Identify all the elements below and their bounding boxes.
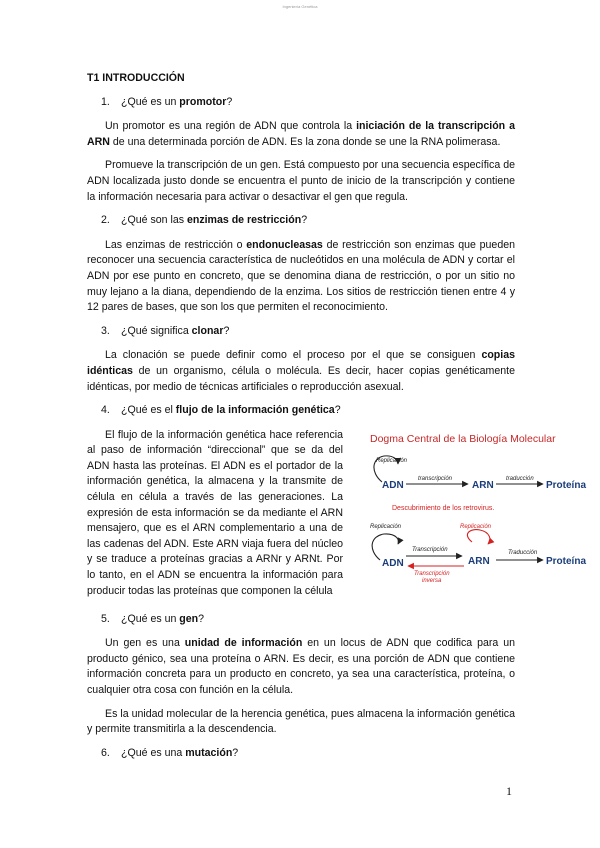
answer-5-paragraph-1	[87, 636, 515, 698]
label-transcripcion-inversa-1: Transcripción	[414, 570, 450, 577]
text-run: de restricción son enzimas que pueden reconocer una secuencia característica de nucleótidos en una molécula de ADN y cortar el ADN por ese punto en concreto, que se denomina diana de restricción, o por un sitio no muy lejano a la diana, dependiendo de la enzima. Los sitios de restricción tienen entre 4 y 12 pares de bases, que son los que permiten el reconocimiento.	[87, 238, 515, 314]
label-adn-top: ADN	[382, 479, 404, 491]
document-title: T1 INTRODUCCIÓN	[87, 72, 185, 84]
question-number: 6.	[101, 746, 110, 759]
question-2	[87, 213, 515, 229]
question-number: 1.	[101, 95, 110, 108]
question-number: 4.	[101, 404, 110, 417]
question-text: ¿Qué es el	[121, 404, 176, 417]
question-3	[87, 324, 515, 340]
question-text: ¿Qué significa	[121, 324, 192, 337]
label-arn-bottom: ARN	[468, 555, 490, 567]
answer-1-paragraph-1	[87, 119, 515, 150]
text-run: de un organismo, célula o molécula. Es decir, hacer copias genéticamente idénticas, por medio de técnicas artificiales o reproducción asexual.	[87, 364, 515, 393]
label-transcripcion-top: transcripción	[418, 475, 453, 482]
question-text: ¿Qué son las	[121, 214, 187, 227]
central-dogma-diagram	[368, 430, 593, 600]
question-keyword: promotor	[179, 95, 227, 108]
bold-run: copias idénticas	[87, 349, 515, 377]
text-run: La clonación se puede definir como el proceso por el que se consiguen	[105, 349, 482, 362]
diagram-title: Dogma Central de la Biología Molecular	[370, 432, 556, 445]
question-end: ?	[226, 95, 233, 108]
question-end: ?	[301, 214, 308, 227]
label-adn-bottom: ADN	[382, 557, 404, 569]
text-run: de una determinada porción de ADN. Es la zona donde se une la RNA polimerasa.	[109, 135, 501, 148]
replication-loop-bottom-left	[372, 534, 398, 560]
question-number: 2.	[101, 214, 110, 227]
label-traduccion-top: traducción	[506, 475, 534, 482]
question-1	[87, 95, 515, 111]
label-transcripcion-bottom: Transcripción	[412, 546, 448, 553]
header-mark: Ingeniería Genética	[282, 4, 318, 9]
text-run: Un promotor es una región de ADN que controla la	[105, 120, 357, 133]
question-keyword: flujo de la información genética	[175, 404, 335, 417]
label-traduccion-bottom: Traducción	[508, 549, 538, 556]
question-number: 5.	[101, 612, 110, 625]
question-end: ?	[334, 404, 341, 417]
label-replicacion-top: Replicación	[376, 457, 408, 464]
answer-1-paragraph-2: Promueve la transcripción de un gen. Está compuesto por una secuencia específica de ADN localizada justo donde se encuentra el punto de inicio de la transcripción y contiene la información necesaria para activar o desactivar el gen que regula.	[87, 159, 515, 203]
question-text: ¿Qué es una	[121, 746, 186, 759]
question-end: ?	[232, 746, 239, 759]
text-run: Un gen es una	[105, 637, 185, 650]
question-keyword: clonar	[191, 324, 224, 337]
bold-run: iniciación de la transcripción a ARN	[87, 120, 515, 148]
question-6	[87, 746, 515, 762]
question-number: 3.	[101, 324, 110, 337]
answer-5-paragraph-2: Es la unidad molecular de la herencia genética, pues almacena la información genética y permite transmitirla a la descendencia.	[87, 707, 515, 736]
question-keyword: enzimas de restricción	[186, 214, 302, 227]
question-text: ¿Qué es un	[121, 612, 180, 625]
answer-4-paragraph-1: El flujo de la información genética hace referencia al paso de información “direccional” que se da del ADN hasta las proteínas. El ADN es el portador de la información genética, la almacena y la transmite de célula en célula a través de las generaciones. La expresión de esta información se da mediante el ARN mensajero, que es el ARN complementario a una de las cadenas del ADN. Este ARN viaja fuera del núcleo y se traduce a proteínas gracias a ARNr y ARNt. Por lo tanto, en el ADN se encuentra la información para producir todas las proteínas que componen la célula	[87, 428, 343, 597]
document-body	[87, 71, 587, 770]
text-run: Las enzimas de restricción o	[105, 238, 247, 251]
text-run: en un locus de ADN que codifica para un producto génico, sea una proteína o ARN. Es decir, es una porción de ADN que contiene información concreta para un producto en concreto, ya sea una característica, proteína, o cualquier otra cosa con función en la célula.	[87, 637, 516, 697]
question-5	[87, 612, 515, 628]
answer-3-paragraph-1	[87, 348, 515, 395]
label-replicacion-bottom-left: Replicación	[370, 523, 402, 530]
label-discovery: Descubrimiento de los retrovirus.	[392, 504, 495, 512]
question-end: ?	[223, 324, 230, 337]
label-proteina-bottom: Proteína	[546, 555, 587, 567]
question-keyword: gen	[179, 612, 199, 625]
question-4	[87, 403, 515, 419]
replication-loop-bottom-right	[467, 529, 490, 543]
flow-section	[87, 428, 587, 608]
label-arn-top: ARN	[472, 479, 494, 491]
bold-run: endonucleasas	[246, 238, 323, 251]
bold-run: unidad de información	[184, 637, 303, 650]
label-transcripcion-inversa-2: inversa	[422, 577, 442, 584]
page-number: 1	[506, 784, 512, 798]
question-end: ?	[198, 612, 205, 625]
label-replicacion-bottom-right: Replicación	[460, 523, 492, 530]
question-keyword: mutación	[185, 746, 233, 759]
question-text: ¿Qué es un	[121, 95, 180, 108]
answer-2-paragraph-1	[87, 238, 515, 316]
label-proteina-top: Proteína	[546, 479, 587, 491]
